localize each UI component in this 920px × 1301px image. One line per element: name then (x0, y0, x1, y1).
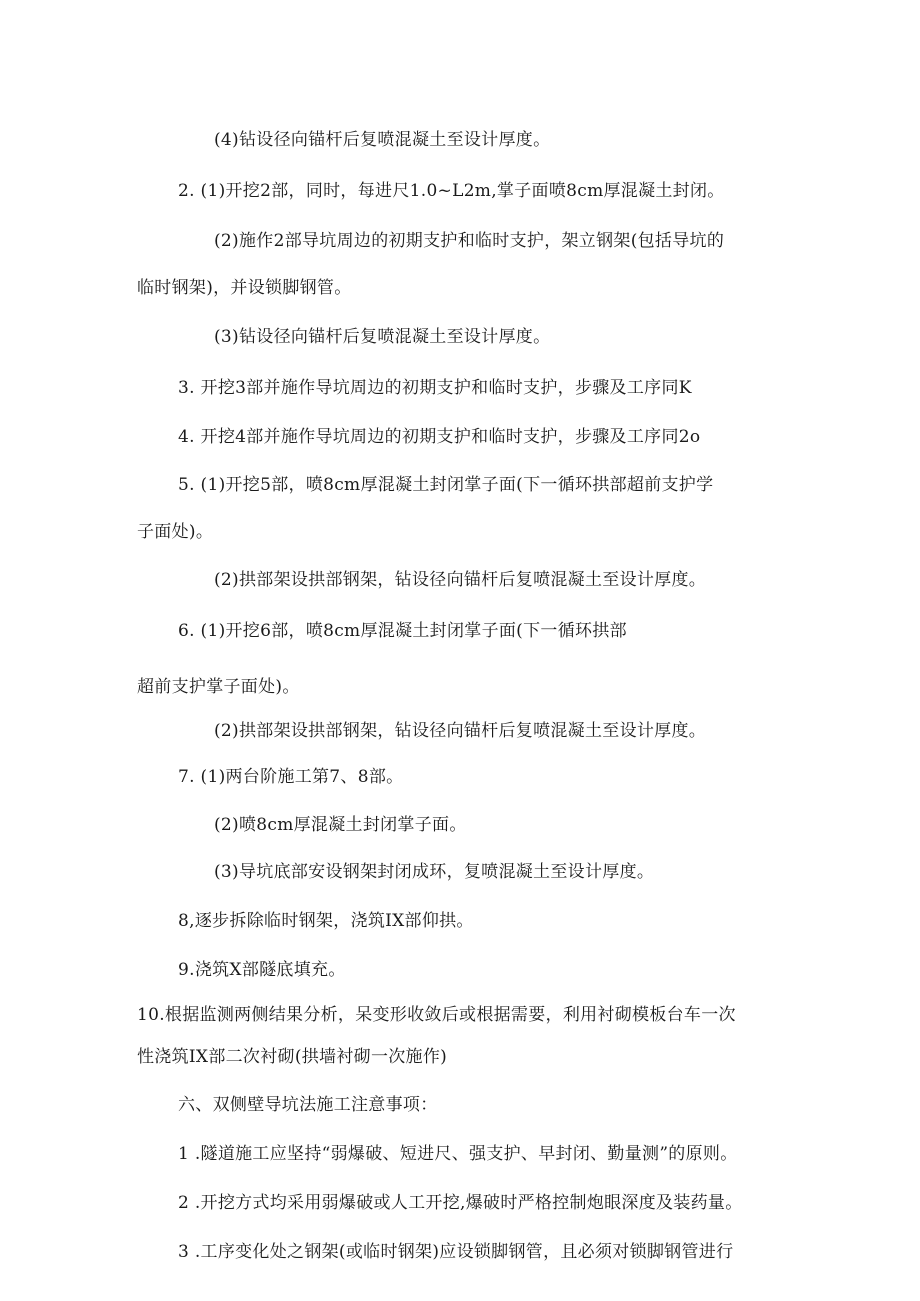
text-line: (2)拱部架设拱部钢架，钻设径向锚杆后复喷混凝土至设计厚度。 (214, 721, 707, 741)
text-line: (3)钻设径向锚杆后复喷混凝土至设计厚度。 (214, 327, 551, 347)
text-line: 6. (1)开挖6部，喷8cm厚混凝土封闭掌子面(下一循环拱部 (178, 621, 627, 641)
text-line: 5. (1)开挖5部，喷8cm厚混凝土封闭掌子面(下一循环拱部超前支护学 (178, 475, 714, 495)
text-line: 3. 开挖3部并施作导坑周边的初期支护和临时支护，步骤及工序同K (178, 378, 692, 398)
text-line: 性浇筑IX部二次衬砌(拱墙衬砌一次施作) (137, 1047, 448, 1067)
text-line: (2)施作2部导坑周边的初期支护和临时支护，架立钢架(包括导坑的 (214, 231, 725, 251)
section-heading: 六、双侧壁导坑法施工注意事项： (178, 1095, 438, 1115)
text-line: 7. (1)两台阶施工第7、8部。 (178, 767, 404, 787)
text-line: 临时钢架)，并设锁脚钢管。 (137, 278, 352, 298)
text-line: 4. 开挖4部并施作导坑周边的初期支护和临时支护，步骤及工序同2o (178, 427, 701, 447)
text-line: 1 .隧道施工应坚持“弱爆破、短进尺、强支护、早封闭、勤量测”的原则。 (178, 1144, 738, 1164)
text-line: 3 .工序变化处之钢架(或临时钢架)应设锁脚钢管，且必须对锁脚钢管进行 (178, 1242, 734, 1262)
text-line: 9.浇筑X部隧底填充。 (178, 960, 346, 980)
text-line: 超前支护掌子面处)。 (137, 677, 300, 697)
text-line: 8,逐步拆除临时钢架，浇筑IX部仰拱。 (178, 911, 474, 931)
text-line: 子面处)。 (137, 522, 214, 542)
text-line: 2 .开挖方式均采用弱爆破或人工开挖,爆破时严格控制炮眼深度及装药量。 (178, 1193, 743, 1213)
text-line: (2)拱部架设拱部钢架，钻设径向锚杆后复喷混凝土至设计厚度。 (214, 570, 707, 590)
text-line: 2. (1)开挖2部，同时，每进尺1.0~L2m,掌子面喷8cm厚混凝土封闭。 (178, 181, 725, 201)
text-line: (2)喷8cm厚混凝土封闭掌子面。 (214, 815, 467, 835)
text-line: (3)导坑底部安设钢架封闭成环，复喷混凝土至设计厚度。 (214, 862, 655, 882)
text-line: (4)钻设径向锚杆后复喷混凝土至设计厚度。 (214, 130, 551, 150)
text-line: 10.根据监测两侧结果分析，呆变形收敛后或根据需要，利用衬砌模板台车一次 (137, 1005, 736, 1025)
